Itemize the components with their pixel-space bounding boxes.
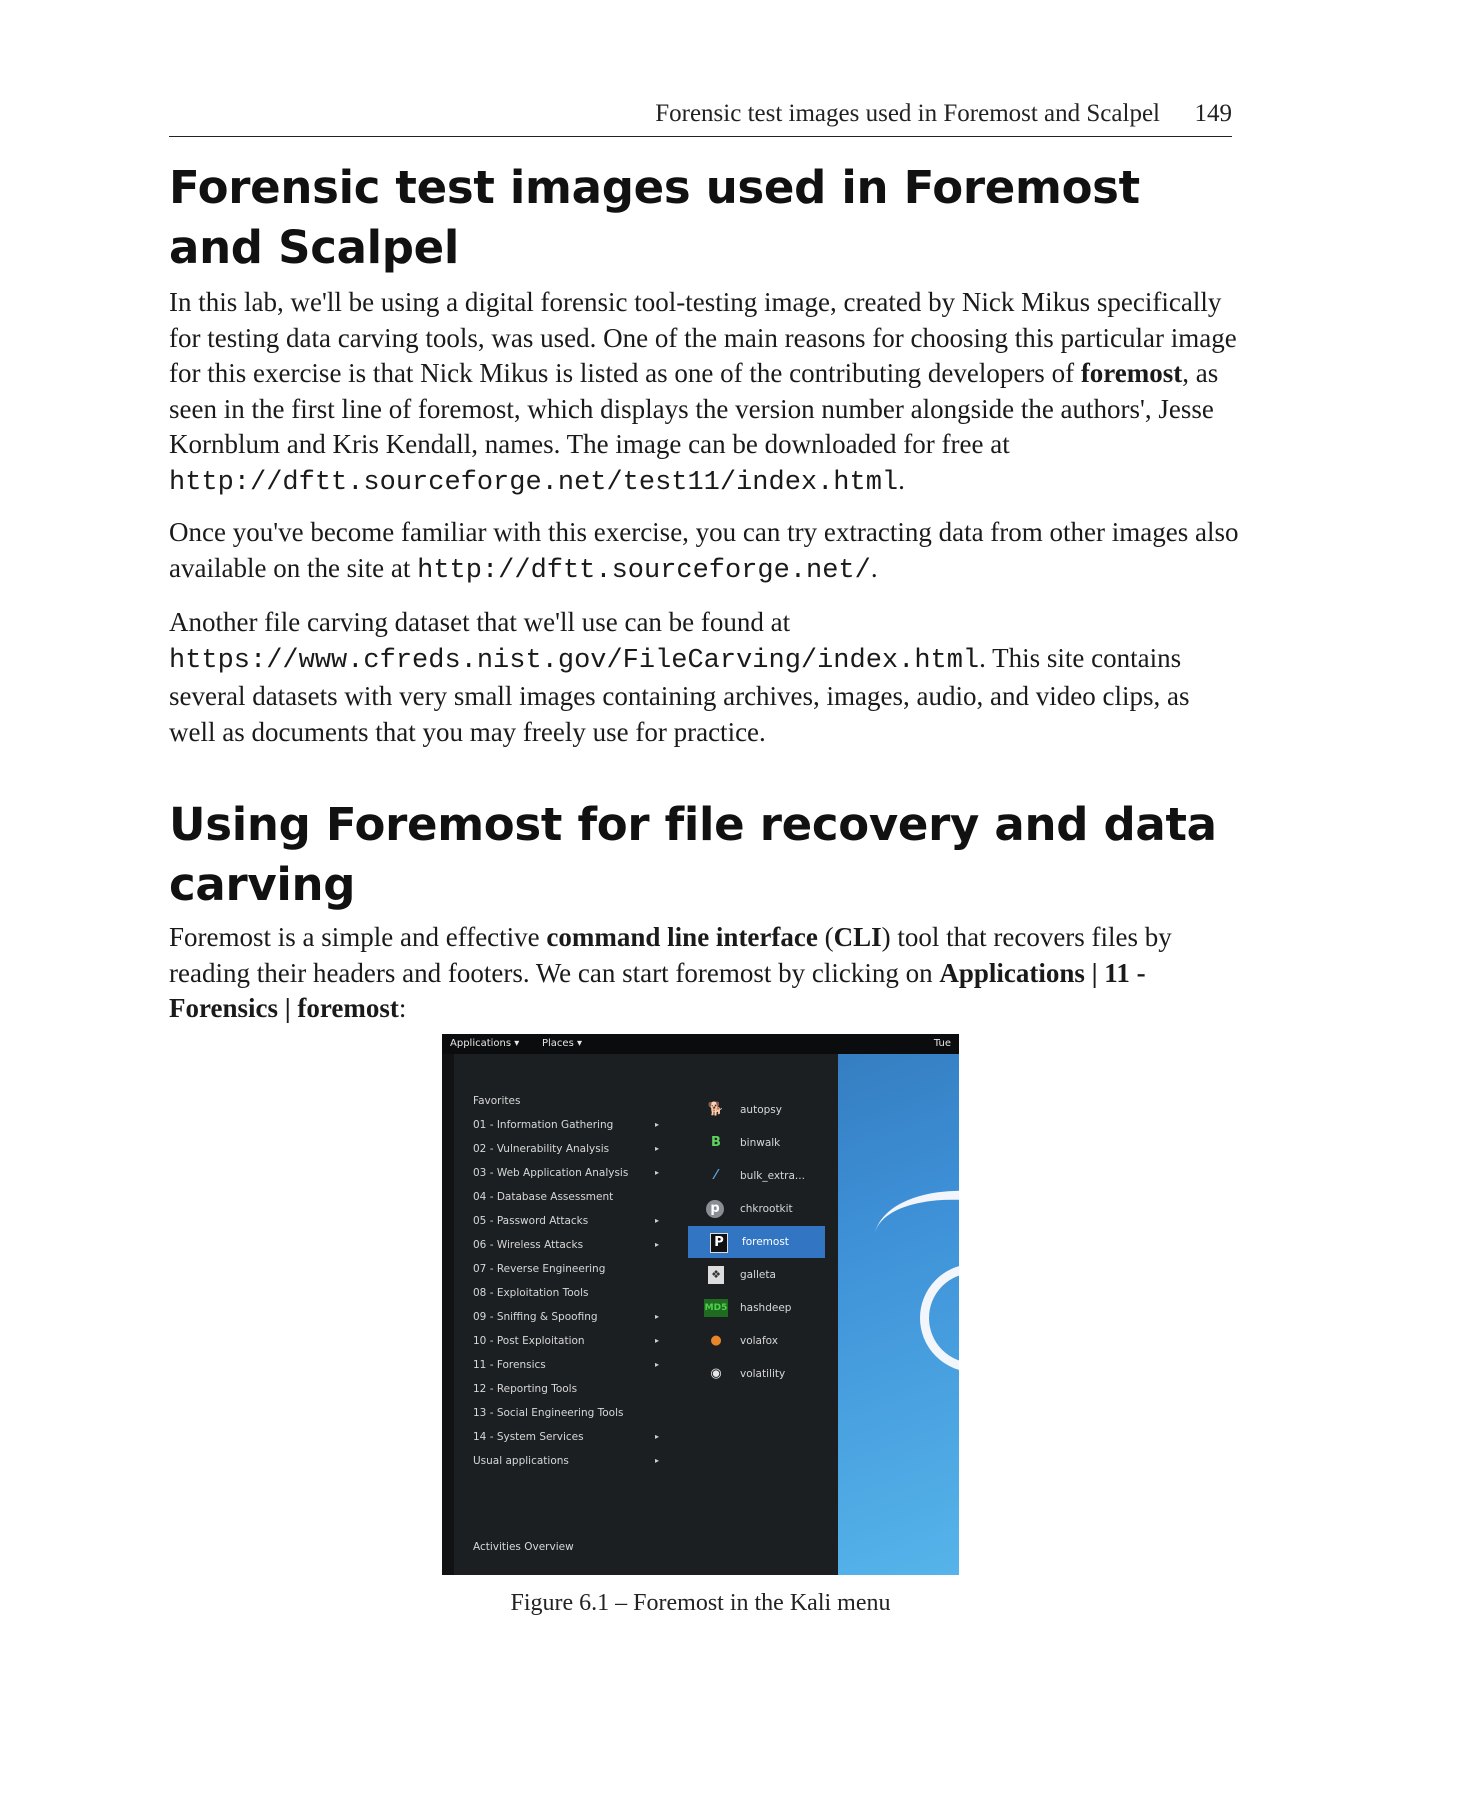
- menu-category-item[interactable]: [473, 1426, 663, 1448]
- app-item-label: chkrootkit: [740, 1203, 793, 1215]
- app-item-bulk-extra[interactable]: [686, 1160, 826, 1192]
- submenu-arrow-icon: ▸: [655, 1144, 660, 1153]
- url-code: http://dftt.sourceforge.net/: [417, 555, 871, 586]
- menu-category-item[interactable]: [473, 1378, 663, 1400]
- submenu-arrow-icon: ▸: [655, 1432, 660, 1441]
- menu-category-label: 05 - Password Attacks: [473, 1215, 589, 1227]
- heading-line: and Scalpel: [169, 221, 460, 274]
- text: ) tool that recovers files by reading their headers and footers. We can start foremost by clicking on: [169, 922, 1172, 988]
- app-item-label: bulk_extra...: [740, 1170, 805, 1182]
- top-panel: [442, 1034, 959, 1054]
- bold-text: Applications | 11 - Forensics | foremost: [169, 957, 1146, 1023]
- menu-category-item[interactable]: [473, 1330, 663, 1352]
- menu-category-label: 01 - Information Gathering: [473, 1119, 614, 1131]
- heading-line: carving: [169, 858, 356, 911]
- paragraph-cfreds-dataset: [169, 605, 1239, 750]
- kali-menu-screenshot: [442, 1034, 959, 1575]
- clock: Tue: [933, 1038, 951, 1049]
- menu-category-item[interactable]: [473, 1090, 663, 1112]
- menu-category-item[interactable]: [473, 1162, 663, 1184]
- bold-text: CLI: [833, 922, 882, 952]
- app-item-label: foremost: [742, 1236, 789, 1248]
- paragraph-foremost-intro: [169, 920, 1239, 1027]
- menu-category-label: 12 - Reporting Tools: [473, 1383, 578, 1395]
- figure-caption: Figure 6.1 – Foremost in the Kali menu: [510, 1590, 891, 1616]
- text: , as seen in the first line of foremost, which displays the version number alongside the authors', Jesse Kornblum and Kris Kendall, names. The image can be downloaded for free at: [169, 358, 1219, 459]
- feather-icon: ⁄: [714, 1168, 718, 1183]
- menu-category-item[interactable]: [473, 1306, 663, 1328]
- submenu-arrow-icon: ▸: [655, 1336, 660, 1345]
- dog-icon: 🐕: [707, 1102, 725, 1117]
- paragraph-lab-intro: [169, 285, 1239, 501]
- app-item-galleta[interactable]: [686, 1259, 826, 1291]
- md5-icon: MD5: [704, 1299, 728, 1317]
- volatility-icon: ◉: [710, 1366, 722, 1381]
- menu-category-label: Favorites: [473, 1095, 521, 1107]
- app-item-volafox[interactable]: [686, 1325, 826, 1357]
- text: In this lab, we'll be using a digital forensic tool-testing image, created by Nick Mikus specifically for testing data carving tools, was used. One of the main reasons for choosing this particular image for this exercise is that Nick Mikus is listed as one of the contributing developers of: [169, 287, 1237, 388]
- text: (: [817, 922, 834, 952]
- app-item-label: binwalk: [740, 1137, 781, 1149]
- menu-category-item[interactable]: [473, 1234, 663, 1256]
- heading-line: Using Foremost for file recovery and data: [169, 798, 1217, 851]
- menu-category-item[interactable]: [473, 1402, 663, 1424]
- paragraph-other-images: [169, 515, 1239, 589]
- app-item-hashdeep[interactable]: [686, 1292, 826, 1324]
- page-number: 149: [1194, 100, 1232, 127]
- menu-category-label: 10 - Post Exploitation: [473, 1335, 585, 1347]
- menu-category-label: 13 - Social Engineering Tools: [473, 1407, 624, 1419]
- menu-category-item[interactable]: [473, 1210, 663, 1232]
- p-circle-icon: p: [706, 1200, 724, 1218]
- menu-category-label: 04 - Database Assessment: [473, 1191, 614, 1203]
- galleta-icon: ❖: [708, 1266, 724, 1284]
- menu-category-item[interactable]: [473, 1186, 663, 1208]
- menu-category-item[interactable]: [473, 1258, 663, 1280]
- menu-category-label: 07 - Reverse Engineering: [473, 1263, 606, 1275]
- app-item-chkrootkit[interactable]: [686, 1193, 826, 1225]
- app-item-label: autopsy: [740, 1104, 782, 1116]
- activities-overview-item[interactable]: Activities Overview: [473, 1541, 574, 1553]
- menu-category-label: 03 - Web Application Analysis: [473, 1167, 629, 1179]
- bold-text: foremost: [1080, 358, 1183, 388]
- menu-category-item[interactable]: [473, 1282, 663, 1304]
- text: Foremost is a simple and effective: [169, 922, 547, 952]
- applications-menu: [442, 1054, 838, 1575]
- text: :: [398, 993, 407, 1023]
- foremost-p-icon: P: [710, 1233, 728, 1253]
- menu-category-label: 06 - Wireless Attacks: [473, 1239, 584, 1251]
- menu-category-label: 08 - Exploitation Tools: [473, 1287, 589, 1299]
- menu-category-label: 02 - Vulnerability Analysis: [473, 1143, 610, 1155]
- applications-menu-button[interactable]: Applications ▾: [450, 1038, 520, 1049]
- running-title: Forensic test images used in Foremost and Scalpel: [655, 100, 1160, 127]
- bold-text: command line interface: [546, 922, 818, 952]
- app-item-volatility[interactable]: [686, 1358, 826, 1390]
- heading-line: Forensic test images used in Foremost: [169, 161, 1140, 214]
- app-item-label: volafox: [740, 1335, 779, 1347]
- places-menu-button[interactable]: Places ▾: [542, 1038, 582, 1049]
- submenu-arrow-icon: ▸: [655, 1120, 660, 1129]
- menu-left-strip: [442, 1054, 454, 1575]
- submenu-arrow-icon: ▸: [655, 1456, 660, 1465]
- menu-category-label: 14 - System Services: [473, 1431, 584, 1443]
- menu-category-item[interactable]: [473, 1450, 663, 1472]
- menu-category-label: 11 - Forensics: [473, 1359, 546, 1371]
- submenu-arrow-icon: ▸: [655, 1216, 660, 1225]
- text: .: [898, 464, 905, 495]
- app-item-label: volatility: [740, 1368, 786, 1380]
- fox-icon: ●: [710, 1333, 722, 1348]
- text: .: [870, 552, 878, 583]
- app-item-binwalk[interactable]: [686, 1127, 826, 1159]
- submenu-arrow-icon: ▸: [655, 1168, 660, 1177]
- text: . This site contains several datasets with very small images containing archives, images, audio, and video clips, as well as documents that you may freely use for practice.: [169, 642, 1190, 747]
- menu-category-label: Usual applications: [473, 1455, 569, 1467]
- text: Another file carving dataset that we'll use can be found at: [169, 607, 791, 637]
- url-code: https://www.cfreds.nist.gov/FileCarving/index.html: [169, 645, 980, 676]
- url-code: http://dftt.sourceforge.net/test11/index.html: [169, 467, 899, 498]
- menu-category-item[interactable]: [473, 1138, 663, 1160]
- submenu-arrow-icon: ▸: [655, 1360, 660, 1369]
- section-heading-using-foremost: [169, 795, 1229, 915]
- submenu-arrow-icon: ▸: [655, 1312, 660, 1321]
- app-item-autopsy[interactable]: [686, 1094, 826, 1126]
- app-item-foremost[interactable]: [688, 1226, 825, 1258]
- menu-category-label: 09 - Sniffing & Spoofing: [473, 1311, 598, 1323]
- app-item-label: hashdeep: [740, 1302, 792, 1314]
- menu-category-item[interactable]: [473, 1114, 663, 1136]
- submenu-arrow-icon: ▸: [655, 1240, 660, 1249]
- section-heading-forensic-test-images: [169, 158, 1229, 278]
- menu-category-item[interactable]: [473, 1354, 663, 1376]
- running-header: [169, 96, 1232, 137]
- app-item-label: galleta: [740, 1269, 776, 1281]
- binwalk-b-icon: B: [711, 1135, 721, 1150]
- text: Once you've become familiar with this exercise, you can try extracting data from other images also available on the site at: [169, 517, 1239, 583]
